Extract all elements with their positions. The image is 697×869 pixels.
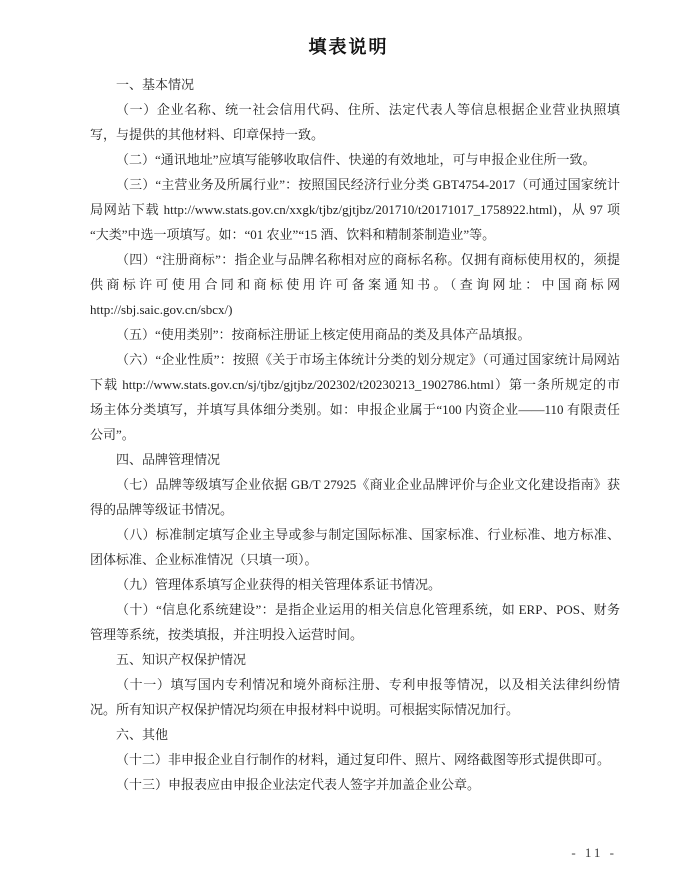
paragraph: （九）管理体系填写企业获得的相关管理体系证书情况。: [116, 577, 442, 592]
paragraph: （六）“企业性质”：按照《关于市场主体统计分类的划分规定》（可通过国家统计局网站下载 http://www.stats.gov.cn/sj/tjbz/gjtjbz/202302/t20230213_1902786.html）第一条所规定的市场主体分类填写，并填写具体细分类别。如：申报企业属于“100 内资企业——110 有限责任公司”。: [90, 352, 620, 442]
page-title: 填表说明: [308, 37, 389, 57]
paragraph: （八）标准制定填写企业主导或参与制定国际标准、国家标准、行业标准、地方标准、团体标准、企业标准情况（只填一项）。: [90, 527, 620, 567]
page-number: - 11 -: [571, 845, 617, 860]
paragraph: （二）“通讯地址”应填写能够收取信件、快递的有效地址，可与申报企业住所一致。: [116, 152, 596, 167]
paragraph: （十三）申报表应由申报企业法定代表人签字并加盖企业公章。: [116, 777, 481, 792]
section-heading: 四、品牌管理情况: [116, 452, 221, 467]
section-heading: 五、知识产权保护情况: [116, 652, 247, 667]
paragraph: （十一）填写国内专利情况和境外商标注册、专利申报等情况，以及相关法律纠纷情况。所有知识产权保护情况均须在申报材料中说明。可根据实际情况加行。: [90, 677, 620, 717]
paragraph: （十）“信息化系统建设”：是指企业运用的相关信息化管理系统，如 ERP、POS、财务管理等系统，按类填报，并注明投入运营时间。: [90, 602, 620, 642]
section-heading: 一、基本情况: [116, 77, 195, 92]
document-body: [90, 72, 620, 797]
paragraph: （七）品牌等级填写企业依据 GB/T 27925《商业企业品牌评价与企业文化建设指南》获得的品牌等级证书情况。: [90, 477, 620, 517]
paragraph: （一）企业名称、统一社会信用代码、住所、法定代表人等信息根据企业营业执照填写，与提供的其他材料、印章保持一致。: [90, 102, 620, 142]
paragraph: （十二）非申报企业自行制作的材料，通过复印件、照片、网络截图等形式提供即可。: [116, 752, 611, 767]
paragraph: （五）“使用类别”：按商标注册证上核定使用商品的类及具体产品填报。: [116, 327, 531, 342]
paragraph: （四）“注册商标”：指企业与品牌名称相对应的商标名称。仅拥有商标使用权的，须提供商标许可使用合同和商标使用许可备案通知书。（查询网址：中国商标网 http://sbj.saic.gov.cn/sbcx/): [90, 252, 620, 317]
paragraph: （三）“主营业务及所属行业”：按照国民经济行业分类 GBT4754-2017（可通过国家统计局网站下载 http://www.stats.gov.cn/xxgk/tjbz/gjtjbz/201710/t20171017_1758922.html)，从 97 项“大类”中选一项填写。如：“01 农业”“15 酒、饮料和精制茶制造业”等。: [90, 177, 620, 242]
section-heading: 六、其他: [116, 727, 169, 742]
